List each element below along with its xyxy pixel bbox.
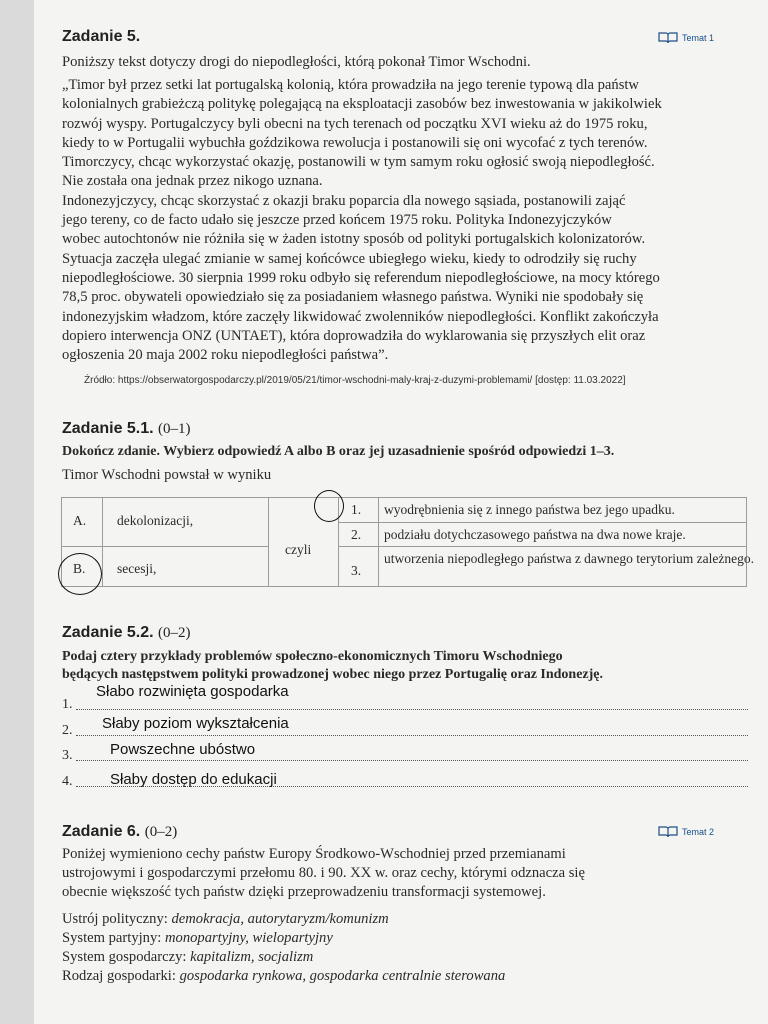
cell-r2-text: podziału dotychczasowego państwa na dwa nowe kraje. <box>384 527 686 542</box>
answer-3[interactable]: Powszechne ubóstwo <box>110 741 256 758</box>
task51-instruction: Dokończ zdanie. Wybierz odpowiedź A albo B oraz jej uzasadnienie spośród odpowiedzi 1–3. <box>62 444 615 459</box>
topic-label: Temat 1 <box>682 33 715 43</box>
answer-2[interactable]: Słaby poziom wykształcenia <box>102 715 289 732</box>
task5-intro: Poniższy tekst dotyczy drogi do niepodległości, którą pokonał Timor Wschodni. <box>62 54 531 70</box>
quote-line: Indonezyjczycy, chcąc skorzystać z okazji braku poparcia dla nowego sąsiada, postanowili zająć <box>62 192 626 209</box>
task6-points: (0–2) <box>144 824 178 840</box>
task52-title: Zadanie 5.2. <box>62 624 154 641</box>
quote-line: „Timor był przez setki lat portugalską kolonią, która prowadziła na jego terenie typową dla państw <box>62 77 639 93</box>
trait-row-3 <box>62 949 313 966</box>
cell-a-letter[interactable]: A. <box>73 513 87 528</box>
topic-link-1[interactable] <box>658 32 714 44</box>
answer-4[interactable]: Słaby dostęp do edukacji <box>110 771 277 788</box>
task52-points: (0–2) <box>158 625 191 641</box>
answer-circle-1 <box>314 490 344 522</box>
trait-values: gospodarka rynkowa, gospodarka centralnie sterowana <box>179 968 506 984</box>
task5-title: Zadanie 5. <box>62 28 141 45</box>
task51-title: Zadanie 5.1. <box>62 420 154 437</box>
answer-1[interactable]: Słabo rozwinięta gospodarka <box>96 683 289 700</box>
exam-page <box>34 0 768 1024</box>
quote-line: dopiero interwencja ONZ (UNTAET), która doprowadziła do wyklarowania się przyszłych elit oraz <box>62 327 646 344</box>
task6-header <box>62 823 177 841</box>
task5-quote <box>62 76 768 365</box>
task6-intro-1: Poniżej wymieniono cechy państw Europy Środkowo-Wschodniej przed przemianami <box>62 846 566 862</box>
trait-label: Ustrój polityczny: <box>62 911 168 927</box>
answer-num-2: 2. <box>62 723 73 738</box>
table-cells <box>61 497 754 587</box>
quote-line: Sytuacja zaczęła ulegać zmianie w samej końcówce ubiegłego wieku, kiedy to odrodziły się ruchy <box>62 250 637 267</box>
trait-row-1 <box>62 911 389 928</box>
answer-num-1: 1. <box>62 697 73 712</box>
task6-intro-2: ustrojowymi i gospodarczymi przełomu 80. i 90. XX w. oraz cechy, którymi odznacza się <box>62 865 585 881</box>
quote-line: kiedy to w Portugalii wybuchła goździkowa rewolucja i postanowili się oni wycofać z tych terenów. <box>62 134 648 151</box>
quote-line: ogłoszenia 20 maja 2002 roku niepodległości państwa”. <box>62 347 389 364</box>
answer-line-3[interactable] <box>76 760 748 761</box>
cell-r1-num[interactable]: 1. <box>351 502 362 517</box>
trait-label: System partyjny: <box>62 930 162 946</box>
cell-r3-text: utworzenia niepodległego państwa z dawnego terytorium zależnego. <box>384 551 754 566</box>
trait-label: System gospodarczy: <box>62 949 187 965</box>
answer-circle-b <box>58 553 102 595</box>
cell-b-letter[interactable]: B. <box>73 561 86 576</box>
quote-line: wobec autochtonów nie różniła się w żaden istotny sposób od polityki portugalskich kolonizatorów. <box>62 231 646 248</box>
trait-row-2 <box>62 930 333 947</box>
trait-row-4 <box>62 968 505 985</box>
cell-r1-text: wyodrębnienia się z innego państwa bez jego upadku. <box>384 502 675 517</box>
answer-num-4: 4. <box>62 774 73 789</box>
cell-r3-num[interactable]: 3. <box>351 563 362 578</box>
task6-intro-3: obecnie większość tych państw dzięki przeprowadzeniu transformacji systemowej. <box>62 884 546 900</box>
task52-header <box>62 624 191 642</box>
quote-line: Timorczycy, chcąc wykorzystać okazję, postanowili w tym samym roku ogłosić swoją niepodległość. <box>62 154 655 171</box>
trait-values: kapitalizm, socjalizm <box>190 949 314 965</box>
book-icon <box>658 32 678 44</box>
task5-source: Źródło: https://obserwatorgospodarczy.pl/2019/05/21/timor-wschodni-maly-kraj-z-duzymi-problemami/ [dostęp: 11.03.2022] <box>84 375 626 386</box>
cell-czyli: czyli <box>285 542 312 557</box>
cell-b-text: secesji, <box>117 561 157 576</box>
task51-header <box>62 420 191 438</box>
task6-title: Zadanie 6. <box>62 823 141 840</box>
trait-values: monopartyjny, wielopartyjny <box>164 930 333 946</box>
answer-num-3: 3. <box>62 748 73 763</box>
task52-instruction-1: Podaj cztery przykłady problemów społeczno-ekonomicznych Timoru Wschodniego <box>62 649 563 664</box>
answer-line-2[interactable] <box>76 735 748 736</box>
cell-a-text: dekolonizacji, <box>117 513 194 528</box>
book-icon <box>658 826 678 838</box>
quote-line: jego tereny, co de facto udało się jeszcze przed końcem 1975 roku. Polityka Indonezyjczyków <box>62 212 612 229</box>
quote-line: 78,5 proc. obywateli opowiedziało się za posiadaniem własnego państwa. Wyniki nie spodobały się <box>62 289 644 306</box>
topic-label: Temat 2 <box>682 827 715 837</box>
quote-line: kolonialnych grabieżczą politykę polegającą na eksploatacji zasobów bez inwestowania w jakikolwiek <box>62 96 662 113</box>
answer-line-1[interactable] <box>76 709 748 710</box>
task51-points: (0–1) <box>158 421 191 437</box>
quote-line: Nie została ona jednak przez nikogo uznana. <box>62 173 323 190</box>
quote-line: indonezyjskim władzom, które zaczęły likwidować zwolenników niepodległości. Konflikt zakończyła <box>62 308 659 325</box>
quote-line: niepodległościowe. 30 sierpnia 1999 roku odbyło się referendum niepodległościowe, na mocy którego <box>62 269 660 286</box>
task52-instruction-2: będących następstwem polityki prowadzonej wobec niego przez Portugalię oraz Indonezję. <box>62 667 604 682</box>
trait-label: Rodzaj gospodarki: <box>62 968 176 984</box>
quote-line: rozwój wyspy. Portugalczycy byli obecni na tych terenach od początku XVI wieku aż do 1975 roku, <box>62 115 648 132</box>
cell-r2-num[interactable]: 2. <box>351 527 362 542</box>
topic-link-2[interactable] <box>658 826 714 838</box>
task51-stem: Timor Wschodni powstał w wyniku <box>62 467 272 483</box>
trait-values: demokracja, autorytaryzm/komunizm <box>171 911 389 927</box>
